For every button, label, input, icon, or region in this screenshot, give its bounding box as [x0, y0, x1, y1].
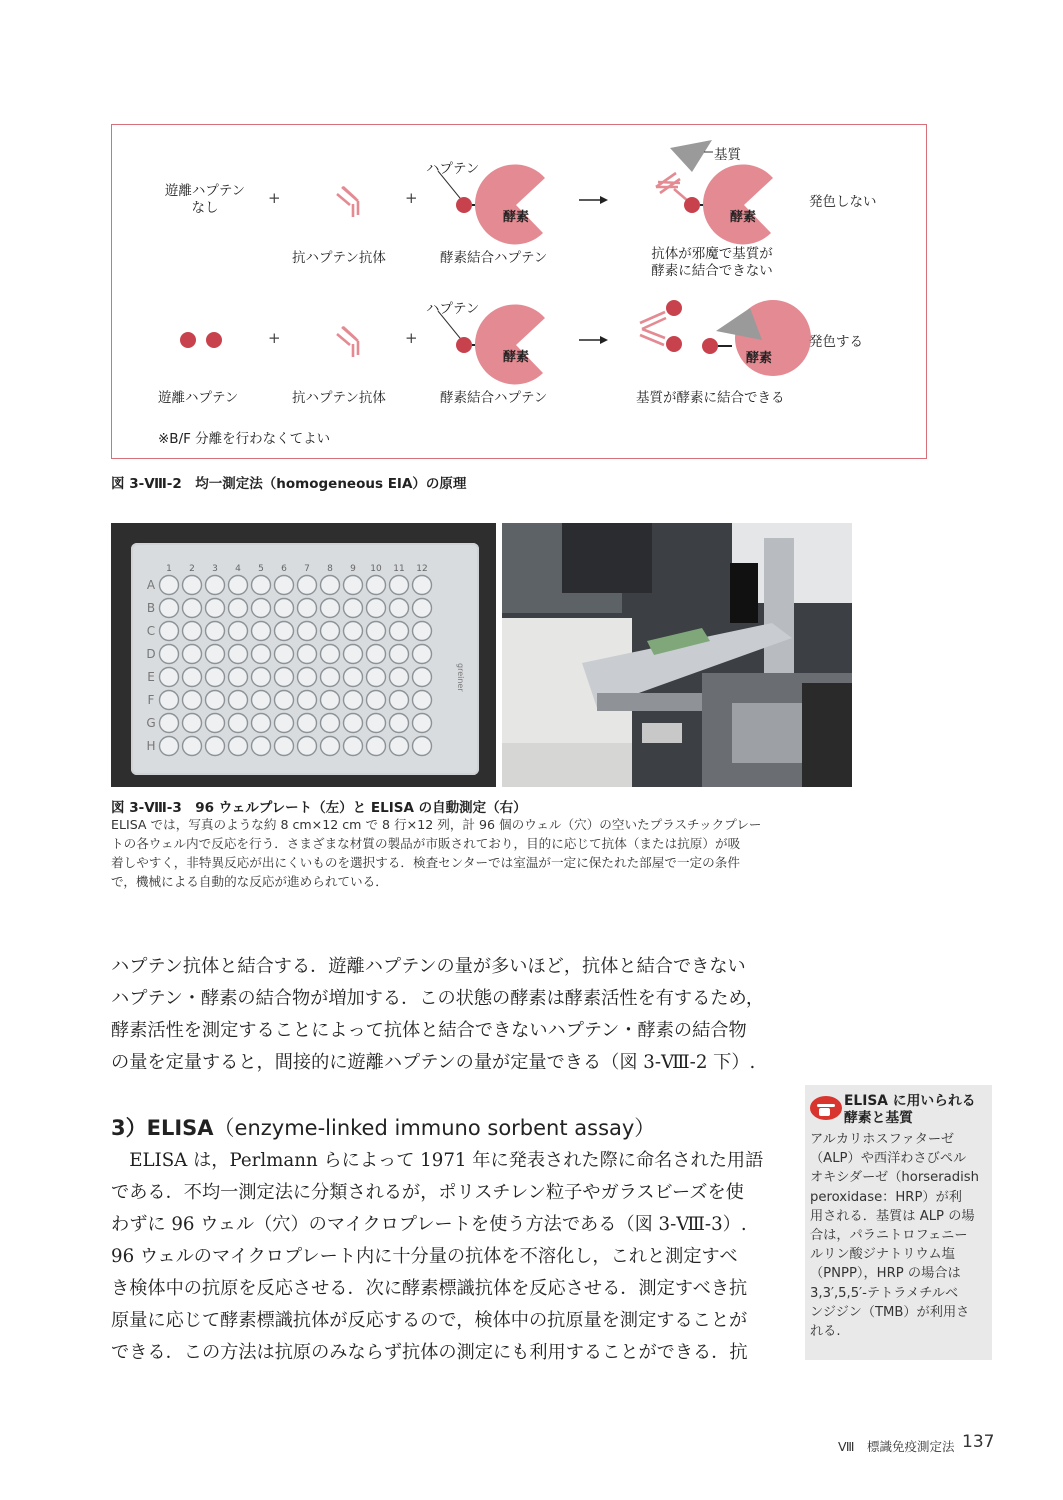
- plate-well: [344, 668, 363, 687]
- caption-free-hapten: 遊離ハプテン: [158, 390, 239, 406]
- plate-well: [298, 668, 317, 687]
- hapten-icon: [666, 336, 682, 352]
- plate-well: [252, 737, 271, 756]
- note-bf-separation: ※B/F 分離を行わなくてよい: [158, 431, 331, 447]
- photo-elisa-automation: [502, 523, 852, 787]
- plate-well: [252, 714, 271, 733]
- plate-well: [413, 645, 432, 664]
- sidebar-line: （PNPP），HRP の場合は: [810, 1266, 961, 1282]
- label-enzyme: 酵素: [746, 351, 773, 366]
- body-line: ハプテン・酵素の結合物が増加する．この状態の酵素は酵素活性を有するため，: [111, 988, 765, 1009]
- footer-chapter: Ⅷ 標識免疫測定法: [838, 1439, 955, 1454]
- plate-well: [229, 714, 248, 733]
- sidebar-line: 3,3′,5,5′-テトラメチルベ: [810, 1285, 959, 1301]
- plate-well: [367, 714, 386, 733]
- caption-line: 着しやすく，非特異反応が出にくいものを選択する．検査センターでは室温が一定に保たれた部屋で一定の条件: [111, 855, 740, 870]
- plate-well: [160, 668, 179, 687]
- plate-well: [413, 668, 432, 687]
- antibody-icon: [337, 187, 358, 217]
- plate-row-label: H: [146, 739, 156, 753]
- plate-well: [298, 691, 317, 710]
- body-line: き検体中の抗原を反応させる．次に酵素標識抗体を反応させる．測定すべき抗: [111, 1278, 748, 1299]
- sidebar-body: [810, 1130, 992, 1341]
- plate-well: [252, 576, 271, 595]
- figure3-caption-title: 図 3-Ⅷ-3 96 ウェルプレート（左）と ELISA の自動測定（右）: [111, 800, 527, 816]
- plate-column-label: 6: [281, 564, 287, 574]
- arrow-right-icon: [579, 336, 608, 344]
- plate-well: [344, 645, 363, 664]
- plate-well: [367, 576, 386, 595]
- sidebar-note: [805, 1085, 992, 1360]
- plate-well: [390, 668, 409, 687]
- plate-well: [390, 622, 409, 641]
- plate-well: [206, 645, 225, 664]
- plate-column-label: 5: [258, 564, 264, 574]
- body-line: ハプテン抗体と結合する．遊離ハプテンの量が多いほど，抗体と結合できない: [111, 956, 746, 977]
- plate-wells: [111, 523, 496, 787]
- substrate-icon: [670, 140, 712, 172]
- body-line: 原量に応じて酵素標識抗体が反応するので，検体中の抗原量を測定することが: [111, 1310, 748, 1331]
- plate-well: [344, 599, 363, 618]
- antibody-icon: [337, 327, 358, 357]
- plus-sign: +: [268, 189, 281, 207]
- diagram-graphics: [112, 125, 928, 460]
- plate-well: [229, 622, 248, 641]
- plate-well: [206, 714, 225, 733]
- plate-column-label: 1: [166, 564, 172, 574]
- plate-row-label: E: [147, 670, 155, 684]
- plate-row-label: C: [146, 624, 156, 638]
- plate-well: [413, 622, 432, 641]
- plate-well: [390, 599, 409, 618]
- sidebar-title: [844, 1093, 994, 1127]
- plate-well: [275, 599, 294, 618]
- automation-machine-illustration: [502, 523, 852, 787]
- plate-column-label: 2: [189, 564, 195, 574]
- hapten-icon: [684, 197, 700, 213]
- plate-well: [413, 691, 432, 710]
- plate-well: [275, 576, 294, 595]
- plate-well: [206, 599, 225, 618]
- plate-well: [298, 599, 317, 618]
- plate-well: [367, 737, 386, 756]
- plate-well: [206, 691, 225, 710]
- plate-well: [160, 599, 179, 618]
- plus-sign: +: [405, 329, 418, 347]
- caption-line: で，機械による自動的な反応が進められている．: [111, 874, 388, 889]
- body-line: ELISA は，Perlmann らによって 1971 年に発表された際に命名された用語: [111, 1150, 764, 1171]
- caption-enzyme-conjugate: 酵素結合ハプテン: [440, 250, 548, 266]
- label-substrate: 基質: [714, 147, 741, 163]
- hapten-icon: [702, 338, 718, 354]
- plate-well: [275, 737, 294, 756]
- plate-well: [367, 668, 386, 687]
- caption-result-bound: 基質が酵素に結合できる: [636, 390, 785, 406]
- plate-well: [183, 691, 202, 710]
- free-hapten-icon: [206, 332, 222, 348]
- plate-well: [367, 645, 386, 664]
- plate-well: [252, 668, 271, 687]
- plate-well: [160, 714, 179, 733]
- figure2-caption: 図 3-Ⅷ-2 均一測定法（homogeneous EIA）の原理: [111, 476, 467, 492]
- label-enzyme: 酵素: [503, 210, 530, 225]
- caption-result-blocked: 抗体が邪魔で基質が 酵素に結合できない: [651, 246, 773, 279]
- caption-anti-hapten-antibody: 抗ハプテン抗体: [292, 250, 386, 266]
- plate-row-label: G: [146, 716, 156, 730]
- plate-well: [229, 645, 248, 664]
- plate-well: [183, 576, 202, 595]
- label-hapten: ハプテン: [426, 301, 480, 317]
- plate-well: [252, 645, 271, 664]
- plate-well: [229, 576, 248, 595]
- plate-well: [321, 645, 340, 664]
- plate-well: [252, 691, 271, 710]
- plate-well: [367, 691, 386, 710]
- plate-well: [183, 714, 202, 733]
- plate-well: [298, 645, 317, 664]
- plate-well: [183, 668, 202, 687]
- sidebar-line: 用される．基質は ALP の場: [810, 1208, 975, 1224]
- plate-row-label: A: [146, 578, 156, 592]
- body-line: 96 ウェルのマイクロプレート内に十分量の抗体を不溶化し，これと測定すべ: [111, 1246, 738, 1267]
- plate-well: [206, 737, 225, 756]
- plate-well: [390, 576, 409, 595]
- plate-brand-label: greiner: [456, 663, 465, 692]
- plate-column-label: 7: [304, 564, 310, 574]
- body-paragraph-2: [111, 1145, 763, 1369]
- plate-well: [298, 737, 317, 756]
- section-number-title: 3）ELISA: [111, 1116, 214, 1140]
- plate-well: [298, 622, 317, 641]
- label-no-free-hapten: 遊離ハプテン なし: [164, 183, 246, 216]
- body-paragraph-1: [111, 951, 764, 1079]
- plate-well: [275, 691, 294, 710]
- sidebar-line: peroxidase：HRP）が利: [810, 1189, 962, 1205]
- plate-well: [298, 714, 317, 733]
- sidebar-line: オキシダーゼ（horseradish: [810, 1170, 979, 1186]
- sidebar-line: れる.: [810, 1324, 841, 1340]
- body-line: できる．この方法は抗原のみならず抗体の測定にも利用することができる．抗: [111, 1342, 748, 1363]
- body-line: である．不均一測定法に分類されるが，ポリスチレン粒子やガラスビーズを使: [111, 1182, 744, 1203]
- plate-well: [344, 622, 363, 641]
- section-subtitle: （enzyme-linked immuno sorbent assay）: [213, 1116, 656, 1140]
- hapten-icon: [456, 197, 472, 213]
- label-enzyme: 酵素: [503, 350, 530, 365]
- plate-well: [367, 622, 386, 641]
- plate-well: [183, 737, 202, 756]
- caption-enzyme-conjugate: 酵素結合ハプテン: [440, 390, 548, 406]
- label-no-color: 発色しない: [809, 194, 877, 210]
- plate-well: [321, 691, 340, 710]
- plate-column-label: 11: [393, 564, 405, 574]
- plate-column-label: 9: [350, 564, 356, 574]
- plate-well: [413, 714, 432, 733]
- plate-well: [183, 622, 202, 641]
- label-enzyme: 酵素: [730, 210, 757, 225]
- plate-well: [229, 599, 248, 618]
- label-color: 発色する: [809, 334, 863, 350]
- plate-well: [252, 599, 271, 618]
- plate-column-label: 4: [235, 564, 241, 574]
- plate-well: [390, 714, 409, 733]
- sidebar-line: アルカリホスファターゼ: [810, 1132, 955, 1147]
- plus-sign: +: [405, 189, 418, 207]
- plate-well: [206, 576, 225, 595]
- sidebar-line: 合は，パラニトロフェニー: [810, 1228, 968, 1244]
- body-line: 酵素活性を測定することによって抗体と結合できないハプテン・酵素の結合物: [111, 1020, 747, 1041]
- arrow-right-icon: [579, 196, 608, 204]
- enzyme-icon: [475, 304, 545, 384]
- plate-well: [390, 645, 409, 664]
- plate-well: [229, 737, 248, 756]
- caption-line: トの各ウェル内で反応を行う．さまざまな材質の製品が市販されており，目的に応じて抗体（または抗原）が吸: [111, 836, 741, 851]
- plate-well: [183, 645, 202, 664]
- plate-well: [413, 576, 432, 595]
- plate-well: [275, 622, 294, 641]
- plate-well: [206, 668, 225, 687]
- plate-well: [252, 622, 271, 641]
- free-hapten-icon: [180, 332, 196, 348]
- plate-well: [413, 737, 432, 756]
- plate-column-label: 12: [416, 564, 428, 574]
- plate-row-label: F: [147, 693, 155, 707]
- plate-column-label: 10: [370, 564, 382, 574]
- plate-well: [367, 599, 386, 618]
- antibody-bound-icon: [640, 312, 666, 345]
- plate-column-label: 8: [327, 564, 333, 574]
- pointing-hand-icon: [809, 1095, 843, 1121]
- section-heading: [111, 1112, 655, 1142]
- photo-96-well-plate: [111, 523, 496, 787]
- plate-well: [390, 737, 409, 756]
- plate-well: [160, 622, 179, 641]
- plate-well: [321, 737, 340, 756]
- plate-well: [206, 622, 225, 641]
- sidebar-title-line: 酵素と基質: [844, 1110, 913, 1126]
- body-line: わずに 96 ウェル（穴）のマイクロプレートを使う方法である（図 3-Ⅷ-3）.: [111, 1214, 747, 1235]
- figure3-caption-body: [111, 815, 871, 891]
- plate-well: [160, 691, 179, 710]
- plate-well: [229, 668, 248, 687]
- plate-well: [183, 599, 202, 618]
- sidebar-title-line: ELISA に用いられる: [844, 1093, 976, 1109]
- plate-well: [321, 622, 340, 641]
- sidebar-line: ンジジン（TMB）が利用さ: [810, 1304, 970, 1320]
- plate-well: [321, 668, 340, 687]
- body-line: の量を定量すると，間接的に遊離ハプテンの量が定量できる（図 3-Ⅷ-2 下）.: [111, 1052, 756, 1073]
- plus-sign: +: [268, 329, 281, 347]
- plate-well: [390, 691, 409, 710]
- plate-well: [275, 714, 294, 733]
- plate-well: [275, 645, 294, 664]
- plate-well: [344, 576, 363, 595]
- plate-column-label: 3: [212, 564, 218, 574]
- caption-line: ELISA では，写真のような約 8 cm×12 cm で 8 行×12 列，計 96 個のウェル（穴）の空いたプラスチックプレー: [111, 817, 762, 832]
- label-hapten: ハプテン: [426, 161, 480, 177]
- sidebar-line: ルリン酸ジナトリウム塩: [810, 1247, 955, 1263]
- plate-well: [321, 714, 340, 733]
- figure-homogeneous-eia-diagram: [111, 124, 927, 459]
- plate-well: [321, 576, 340, 595]
- page-number: 137: [962, 1432, 995, 1452]
- caption-anti-hapten-antibody: 抗ハプテン抗体: [292, 390, 386, 406]
- plate-well: [160, 576, 179, 595]
- enzyme-icon: [475, 164, 545, 244]
- plate-well: [344, 691, 363, 710]
- plate-well: [344, 714, 363, 733]
- hapten-icon: [666, 300, 682, 316]
- plate-well: [413, 599, 432, 618]
- plate-well: [344, 737, 363, 756]
- hapten-icon: [456, 337, 472, 353]
- plate-well: [298, 576, 317, 595]
- plate-well: [275, 668, 294, 687]
- enzyme-icon: [703, 164, 773, 244]
- plate-row-label: D: [146, 647, 156, 661]
- plate-well: [229, 691, 248, 710]
- plate-well: [160, 645, 179, 664]
- antibody-bound-icon: [656, 173, 688, 201]
- plate-well: [160, 737, 179, 756]
- plate-row-label: B: [146, 601, 156, 615]
- plate-well: [321, 599, 340, 618]
- sidebar-line: （ALP）や西洋わさびペル: [810, 1151, 967, 1167]
